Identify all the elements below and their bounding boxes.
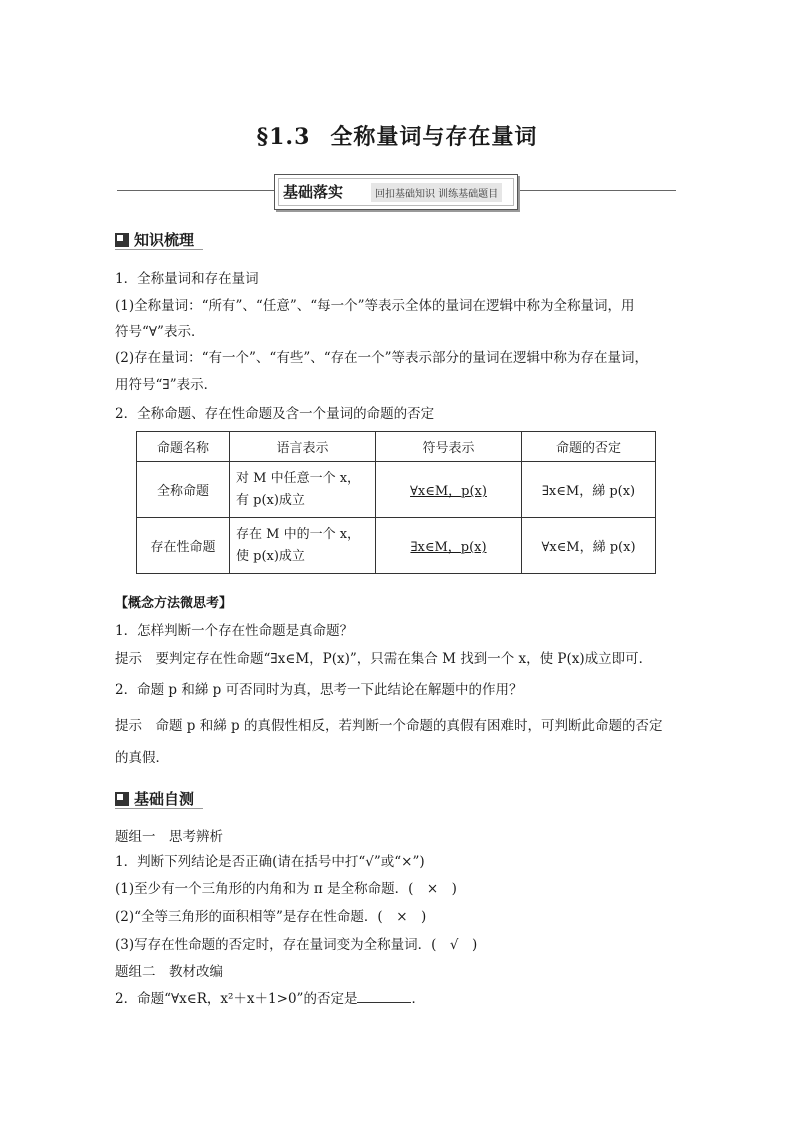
table-header: 命题的否定 [522, 432, 656, 462]
k1-line4: 用符号“∃”表示． [115, 377, 218, 393]
concept-q1: 1．怎样判断一个存在性命题是真命题？ [115, 623, 354, 639]
cell-negation: ∃x∈M，綈 p(x) [522, 462, 656, 518]
section-underline [115, 249, 203, 250]
title-text: 全称量词与存在量词 [330, 124, 538, 150]
k1-line1: (1)全称量词：“所有”、“任意”、“每一个”等表示全体的量词在逻辑中称为全称量词，用 [115, 298, 635, 314]
k1-line3: (2)存在量词：“有一个”、“有些”、“存在一个”等表示部分的量词在逻辑中称为存在量词， [115, 350, 649, 366]
answer-blank [357, 990, 411, 1003]
table-row [137, 518, 656, 574]
section-heading-selftest: 基础自测 [115, 788, 194, 809]
cell-name: 存在性命题 [137, 518, 230, 574]
quantifier-table [136, 431, 656, 574]
concept-heading: 【概念方法微思考】 [115, 596, 233, 611]
banner-rule-right [518, 190, 676, 191]
test-q2: 2．命题“∀x∈R，x²＋x＋1>0”的否定是 ． [115, 991, 425, 1007]
banner-sub: 回扣基础知识 训练基础题目 [371, 183, 502, 202]
table-header-row [137, 432, 656, 462]
concept-a1: 提示 要判定存在性命题“∃x∈M，P(x)”，只需在集合 M 找到一个 x，使 P(x)成立即可． [115, 651, 653, 667]
cell-language: 存在 M 中的一个 x， 使 p(x)成立 [230, 518, 376, 574]
cell-symbol: ∀x∈M，p(x) [376, 462, 522, 518]
cell-language: 对 M 中任意一个 x， 有 p(x)成立 [230, 462, 376, 518]
test-q1: 1．判断下列结论是否正确(请在括号中打“√”或“×”) [115, 854, 425, 870]
group1-title: 题组一 思考辨析 [115, 829, 223, 845]
table-header: 符号表示 [376, 432, 522, 462]
k1-title: 1．全称量词和存在量词 [115, 271, 259, 287]
test-item2: (2)“全等三角形的面积相等”是存在性命题．( × ) [115, 909, 427, 925]
test-item3: (3)写存在性命题的否定时，存在量词变为全称量词．( √ ) [115, 937, 478, 953]
section-heading-knowledge: 知识梳理 [115, 229, 194, 250]
concept-a2-line1: 提示 命题 p 和綈 p 的真假性相反，若判断一个命题的真假有困难时，可判断此命题的否定 [115, 718, 663, 734]
table-header: 命题名称 [137, 432, 230, 462]
section-banner [274, 174, 518, 210]
page-title [0, 120, 794, 151]
square-icon [115, 233, 129, 247]
section-number: §1.3 [256, 124, 311, 150]
cell-negation: ∀x∈M，綈 p(x) [522, 518, 656, 574]
table-header: 语言表示 [230, 432, 376, 462]
banner-rule-left [117, 190, 274, 191]
k1-line2: 符号“∀”表示． [115, 324, 205, 340]
concept-a2-line2: 的真假． [115, 750, 169, 766]
section-underline [115, 808, 203, 809]
cell-name: 全称命题 [137, 462, 230, 518]
square-icon [115, 792, 129, 806]
table-row [137, 462, 656, 518]
k2-title: 2．全称命题、存在性命题及含一个量词的命题的否定 [115, 406, 435, 422]
cell-symbol: ∃x∈M，p(x) [376, 518, 522, 574]
group2-title: 题组二 教材改编 [115, 964, 223, 980]
concept-q2: 2．命题 p 和綈 p 可否同时为真，思考一下此结论在解题中的作用？ [115, 682, 523, 698]
test-item1: (1)至少有一个三角形的内角和为 π 是全称命题．( × ) [115, 881, 457, 897]
banner-main: 基础落实 [283, 183, 344, 201]
